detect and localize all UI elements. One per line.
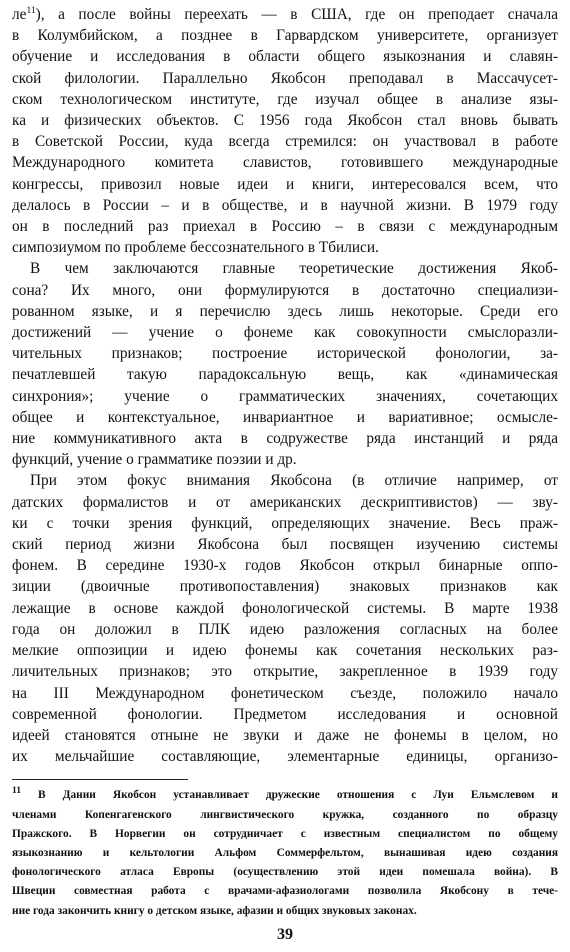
text-line: года он доложил в ПЛК идею разложения согласных на более (12, 620, 558, 638)
text-line: печатлевшей такую парадоксальную вещь, как «динамическая (12, 366, 558, 384)
text-line: сона? Их много, они формулируются в достаточно специализи- (12, 281, 558, 299)
text-line: идеей становятся отныне не звуки и даже не фонемы в целом, но (12, 726, 558, 744)
text-line: функций, учение о грамматике поэзии и др. (12, 451, 297, 469)
footnote-line: фонологического атласа Европы (осуществлению этой идеи помешала война). В (12, 866, 558, 879)
footnote-divider (12, 779, 188, 780)
paragraph-3 (12, 470, 558, 767)
text-line: общее и контекстуальное, инвариантное и вариативное; осмысле- (12, 408, 558, 426)
text-line: мелкие оппозиции и идею фонемы как сочетания нескольких раз- (12, 642, 558, 660)
footnote-line: ние года закончить книгу о детском языке, афазии и общих звуковых законах. (12, 904, 417, 917)
page-number: 39 (277, 926, 293, 943)
text-line: ской филологии. Параллельно Якобсон преподавал в Массачусет- (12, 69, 558, 87)
text-line: датских формалистов и от американских дескриптивистов) — зву- (12, 493, 558, 511)
text-line: личительных признаков; это открытие, закрепленное в 1939 году (12, 663, 558, 681)
text-line: делалось в России – и в обществе, и в научной жизни. В 1979 году (12, 196, 558, 214)
text-line: на III Международном фонетическом съезде, положило начало (12, 684, 558, 702)
paragraph-2 (12, 258, 558, 470)
footnote-marker: 11 (12, 786, 21, 797)
footnote-line: членами Копенгагенского лингвистического кружка, созданного по образцу (12, 808, 558, 821)
footnote (12, 786, 558, 920)
footnote-reference: 11 (26, 5, 36, 16)
text-line: Международного комитета славистов, готовившего международные (12, 154, 558, 172)
text-line: чительных признаков; построение исторической фонологии, за- (12, 345, 558, 363)
footnote-line: Швеции совместная работа с врачами-афазиологами позволила Якобсону в тече- (12, 885, 558, 898)
text-line: в Колумбийском, а позднее в Гарвардском университете, организует (12, 27, 558, 45)
text-line: их мельчайшие составляющие, элементарные единицы, организо- (12, 748, 558, 766)
text-line: При этом фокус внимания Якобсона (в отличие например, от (30, 472, 558, 490)
footnote-line: $^{11}$ В Дании Якобсон устанавливает дружеские отношения с Луи Ельмслевом и (12, 786, 558, 802)
text-line: обучение и исследования в области общего языкознания и славян- (12, 48, 558, 66)
text-line: ка и физических объектов. С 1956 года Якобсон стал вновь бывать (12, 112, 558, 130)
text-line: ском технологическом институте, где изучал общее в анализе язы- (12, 90, 558, 108)
text-line: достижений — учение о фонеме как совокупности смыслоразли- (12, 324, 558, 342)
text-line: конгрессы, привозил новые идеи и книги, интересовался всем, что (12, 175, 558, 193)
text-line: ние коммуникативного акта в содружестве ряда инстанций и ряда (12, 430, 558, 448)
text-line: ки с точки зрения функций, определяющих значение. Весь праж- (12, 514, 558, 532)
text-line: фонем. В середине 1930-х годов Якобсон открыл бинарные оппо- (12, 557, 558, 575)
footnote-line: языкознанию и кельтологии Альфом Соммерфельтом, вынашивая идею создания (12, 846, 558, 859)
text-line: $ле^{11}$), а после войны переехать — в США, где он преподает сначала (12, 5, 558, 23)
text-line: симпозиумом по проблеме бессознательного в Тбилиси. (12, 239, 379, 257)
footnote-line: Пражского. В Норвегии он сотрудничает с известным специалистом по общему (12, 827, 558, 840)
text-line: рованном языке, и я перечислю здесь лишь некоторые. Среди его (12, 302, 558, 320)
text-line: в Советской России, куда всегда стремился: он участвовал в работе (12, 133, 558, 151)
text-line: ский период жизни Якобсона был посвящен изучению системы (12, 536, 558, 554)
text-line: синхрония»; учение о грамматических значениях, сочетающих (12, 387, 558, 405)
text-line: современной фонологии. Предметом исследования и основной (12, 705, 558, 723)
text-line: В чем заключаются главные теоретические достижения Якоб- (30, 260, 558, 278)
paragraph-1 (12, 4, 558, 258)
main-text (12, 4, 558, 767)
text-line: зиции (двоичные противопоставления) знаковых признаков как (12, 578, 558, 596)
text-line: лежащие в основе каждой фонологической системы. В марте 1938 (12, 599, 558, 617)
text-line: он в последний раз приехал в Россию – в связи с международным (12, 218, 558, 236)
